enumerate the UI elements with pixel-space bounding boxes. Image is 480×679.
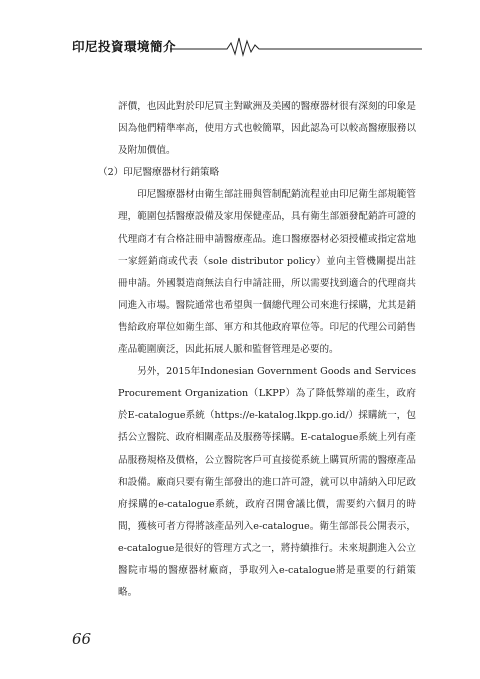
- section-heading: （2）印尼醫療器材行銷策略: [98, 167, 220, 179]
- paragraph-regulation: 印尼醫療器材由衛生部註冊與管制配銷流程並由印尼衛生部規範管理，範圍包括醫療設備及家用保健產品，具有衛生部頒發配銷許可證的代理商才有合格註冊申請醫療產品。進口醫療器材必須授權或指定當地一家經銷商或代表（sole distributor policy）並向主管機關提出註冊申請。外國製造商無法自行申請註冊，所以需要找到適合的代理商共同進入市場。醫院通常也希望與一個總代理公司來進行採購，尤其是銷售給政府單位如衛生部、軍方和其他政府單位等。印尼的代理公司銷售產品範圍廣泛，因此拓展人脈和監督管理是必要的。: [118, 189, 416, 356]
- header-title: 印尼投資環境簡介: [72, 39, 177, 54]
- paragraph-continuation: 評價，也因此對於印尼買主對歐洲及美國的醫療器材很有深刻的印象是因為他們精準率高，使用方式也較簡單，因此認為可以較高醫療服務以及附加價值。: [118, 101, 416, 157]
- body-text: [98, 96, 416, 604]
- page-number: 66: [72, 630, 92, 648]
- paragraph-e-catalogue: 另外，2015年Indonesian Government Goods and Services Procurement Organization（LKPP）為了降低弊端的產生，政府於E-catalogue系統（https://e-katalog.lkpp.go.id/）採購統一，包括公立醫院、政府相關產品及服務等採購。E-catalogue系統上列有產品服務規格及價格，公立醫院客戶可直接從系統上購買所需的醫療產品和設備。廠商只要有衛生部發出的進口許可證，就可以申請納入印尼政府採購的e-catalogue系統，政府召開會議比價，需要約六個月的時間，獲核可者方得將該產品列入e-catalogue。衛生部部長公開表示，e-catalogue是很好的管理方式之一，將持續推行。未來規劃進入公立醫院市場的醫療器材廠商，爭取列入e-catalogue將是重要的行銷策略。: [118, 366, 416, 599]
- running-header: [72, 33, 422, 57]
